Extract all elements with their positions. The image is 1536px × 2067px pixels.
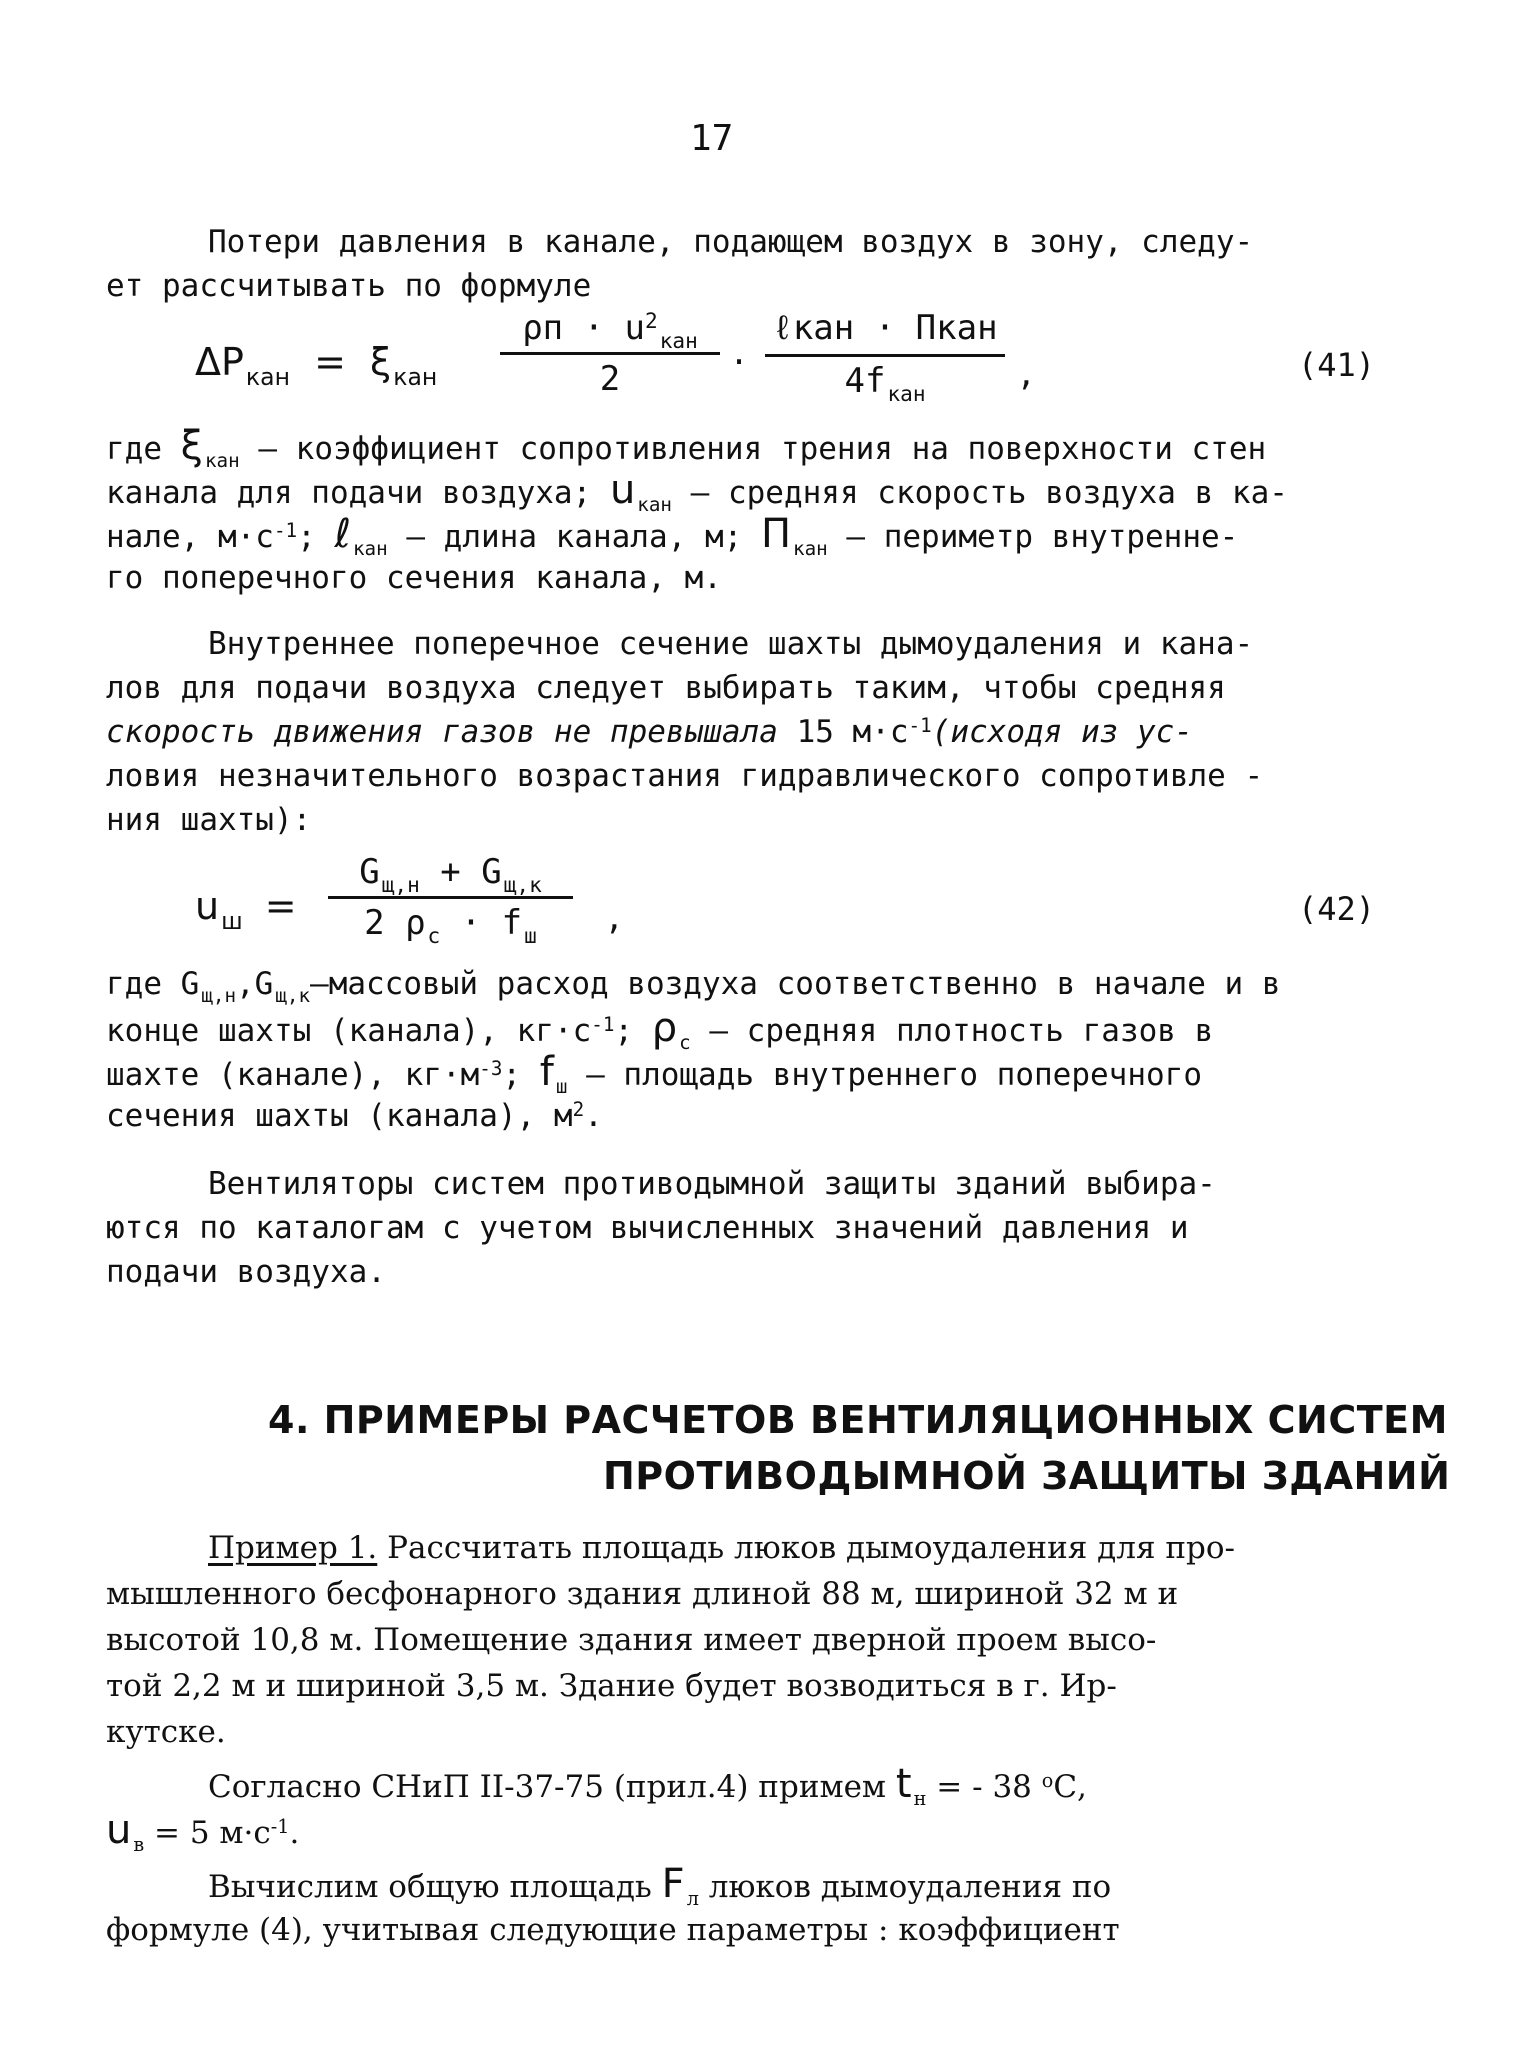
formula-41-fraction-1: [500, 308, 720, 399]
formula-42-lhs: $u_ш$ =: [195, 884, 297, 935]
fraction-2-denominator: $4f_{кан}$: [844, 361, 926, 406]
paragraph-2-line-1: где ξ $_{кан}$ – коэффициент сопротивления трения на поверхности стен: [106, 423, 1267, 473]
formula-42-comma: ,: [608, 894, 621, 938]
example-1-line-1: Пример 1. Рассчитать площадь люков дымоудаления для про-: [208, 1530, 1235, 1566]
paragraph-5-line-2: ются по каталогам с учетом вычисленных значений давления и: [106, 1210, 1189, 1246]
paragraph-4-line-1: где G $_{щ,н}$,G $_{щ,к}$–массовый расход воздуха соответственно в начале и в: [106, 966, 1281, 1008]
example-1-label: Пример 1.: [208, 1530, 378, 1566]
paragraph-5-line-3: подачи воздуха.: [106, 1254, 386, 1290]
formula-41-comma: ,: [1020, 350, 1033, 394]
equation-number-41: (41): [1298, 346, 1376, 384]
fraction-1-numerator: $\rho п \cdot u^2_{кан}$: [522, 308, 698, 353]
paragraph-4-line-2: конце шахты (канала), $кг\cdot с^{-1}$; ρ $_с$ – средняя плотность газов в: [106, 1005, 1214, 1055]
paragraph-6-line-2: u $_в$ = 5 $м\cdot с^{-1}$.: [106, 1807, 300, 1857]
paragraph-3-line-2: лов для подачи воздуха следует выбирать таким, чтобы средняя: [106, 670, 1226, 706]
fraction-1-denominator: 2: [599, 359, 621, 399]
paragraph-3-line-4: ловия незначительного возрастания гидравлического сопротивле -: [106, 758, 1264, 794]
formula-42-fraction: [328, 852, 573, 948]
formula-41-lhs: $\Delta P_{кан} = \xi_{кан}$: [195, 340, 438, 391]
section-heading-line-1: 4. ПРИМЕРЫ РАСЧЕТОВ ВЕНТИЛЯЦИОННЫХ СИСТЕМ: [268, 1398, 1448, 1442]
example-1-line-2: мышленного бесфонарного здания длиной 88 м, шириной 32 м и: [106, 1576, 1179, 1612]
fraction-2-numerator: ℓкан · Пкан: [772, 308, 998, 348]
page-number: 17: [690, 118, 734, 159]
fraction-denominator: 2 $\rho_с \cdot f_ш$: [364, 903, 537, 948]
example-1-line-5: кутске.: [106, 1714, 226, 1750]
paragraph-3-line-3: скорость движения газов не превышала 15 $м\cdot с^{-1}(исходя$ из ус-: [106, 714, 1193, 750]
paragraph-7-line-1: Вычислим общую площадь F $_л$ люков дымоудаления по: [208, 1861, 1112, 1911]
paragraph-2-line-3: нале, $м\cdot с^{-1}$; ℓ $_{кан}$ – длина канала, м; П $_{кан}$ – периметр внутренне-: [106, 511, 1239, 561]
formula-41-fraction-2: [765, 308, 1005, 406]
paragraph-7-line-2: формуле (4), учитывая следующие параметры : коэффициент: [106, 1912, 1120, 1948]
paragraph-1-line-2: ет рассчитывать по формуле: [106, 268, 592, 304]
paragraph-2-line-4: го поперечного сечения канала, м.: [106, 560, 722, 596]
paragraph-5-line-1: Вентиляторы систем противодымной защиты зданий выбира-: [208, 1166, 1216, 1202]
section-heading-line-2: ПРОТИВОДЫМНОЙ ЗАЩИТЫ ЗДАНИЙ: [603, 1454, 1451, 1498]
paragraph-3-line-1: Внутреннее поперечное сечение шахты дымоудаления и кана-: [208, 626, 1254, 662]
equation-number-42: (42): [1298, 890, 1376, 928]
fraction-numerator: $G_{щ,н} + G_{щ,к}$: [359, 852, 542, 897]
paragraph-2-line-2: канала для подачи воздуха; u $_{кан}$ – средняя скорость воздуха в ка-: [106, 467, 1288, 517]
paragraph-3-line-5: ния шахты):: [106, 802, 312, 838]
example-1-line-4: той 2,2 м и шириной 3,5 м. Здание будет возводиться в г. Ир-: [106, 1668, 1117, 1704]
formula-41-dot: ·: [733, 340, 746, 384]
paragraph-6-line-1: Согласно СНиП II-37-75 (прил.4) примем t $_н$ = - 38 $^о$С,: [208, 1761, 1087, 1811]
paragraph-4-line-4: сечения шахты (канала), $м^2$.: [106, 1098, 603, 1134]
paragraph-1-line-1: Потери давления в канале, подающем воздух в зону, следу-: [208, 224, 1254, 260]
paragraph-4-line-3: шахте (канале), $кг\cdot м^{-3}$; f $_ш$ – площадь внутреннего поперечного: [106, 1049, 1202, 1099]
example-1-line-3: высотой 10,8 м. Помещение здания имеет дверной проем высо-: [106, 1622, 1157, 1658]
